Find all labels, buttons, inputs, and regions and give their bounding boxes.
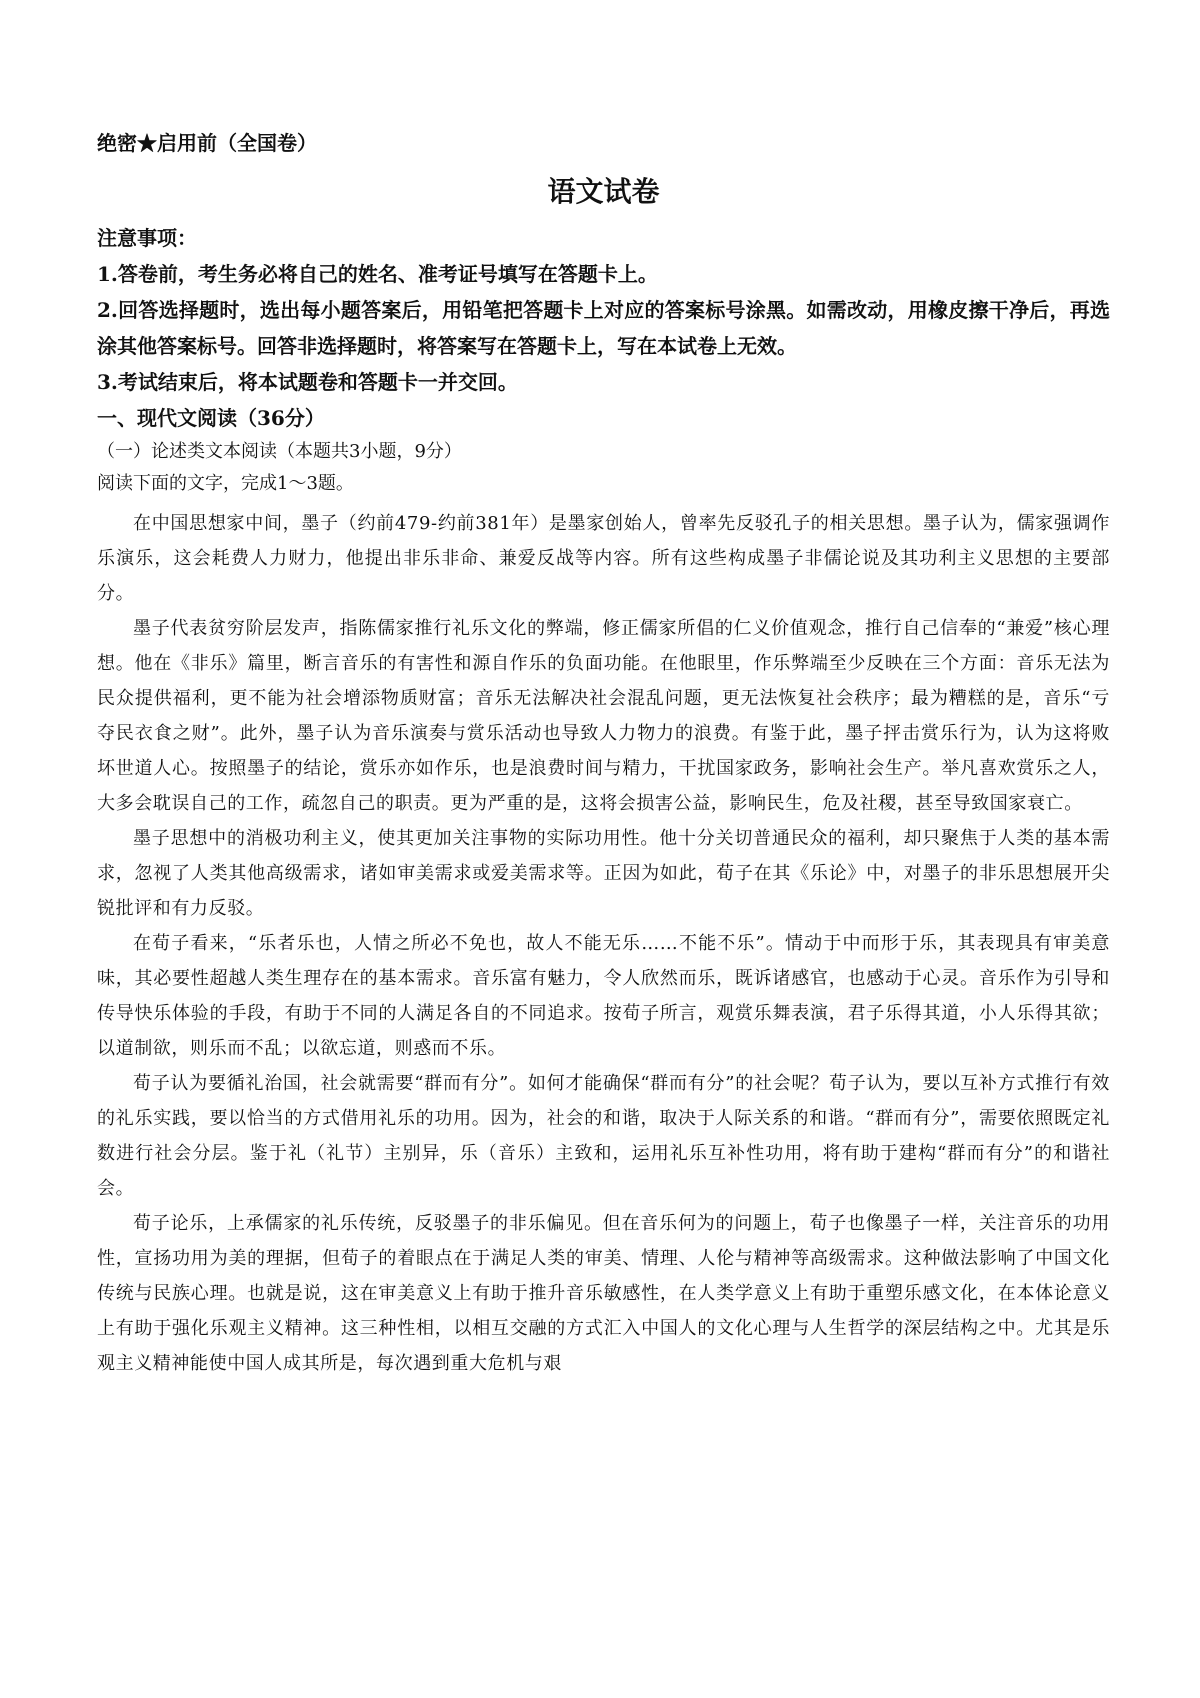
section-subheading: （一）论述类文本阅读（本题共3小题，9分） <box>97 441 462 462</box>
passage-paragraph-1: 在中国思想家中间，墨子（约前479-约前381年）是墨家创始人，曾率先反驳孔子的相关思想。墨子认为，儒家强调作乐演乐，这会耗费人力财力，他提出非乐非命、兼爱反战等内容。所有这些构成墨子非儒论说及其功利主义思想的主要部分。 <box>97 513 1110 604</box>
passage-paragraph-6: 荀子论乐，上承儒家的礼乐传统，反驳墨子的非乐偏见。但在音乐何为的问题上，荀子也像墨子一样，关注音乐的功用性，宣扬功用为美的理据，但荀子的着眼点在于满足人类的审美、情理、人伦与精神等高级需求。这种做法影响了中国文化传统与民族心理。也就是说，这在审美意义上有助于推升音乐敏感性，在人类学意义上有助于重塑乐感文化，在本体论意义上有助于强化乐观主义精神。这三种性相，以相互交融的方式汇入中国人的文化心理与人生哲学的深层结构之中。尤其是乐观主义精神能使中国人成其所是，每次遇到重大危机与艰 <box>97 1213 1110 1374</box>
notes-heading: 注意事项： <box>97 226 197 250</box>
passage-paragraph-5: 荀子认为要循礼治国，社会就需要“群而有分”。如何才能确保“群而有分”的社会呢？荀子认为，要以互补方式推行有效的礼乐实践，要以恰当的方式借用礼乐的功用。因为，社会的和谐，取决于人际关系的和谐。“群而有分”，需要依照既定礼数进行社会分层。鉴于礼（礼节）主别异，乐（音乐）主致和，运用礼乐互补性功用，将有助于建构“群而有分”的和谐社会。 <box>97 1073 1110 1199</box>
passage-paragraph-4: 在荀子看来，“乐者乐也，人情之所必不免也，故人不能无乐……不能不乐”。情动于中而形于乐，其表现具有审美意味，其必要性超越人类生理存在的基本需求。音乐富有魅力，令人欣然而乐，既诉诸感官，也感动于心灵。音乐作为引导和传导快乐体验的手段，有助于不同的人满足各自的不同追求。按荀子所言，观赏乐舞表演，君子乐得其道，小人乐得其欲；以道制欲，则乐而不乱；以欲忘道，则惑而不乐。 <box>97 933 1110 1059</box>
passage-paragraph-2: 墨子代表贫穷阶层发声，指陈儒家推行礼乐文化的弊端，修正儒家所倡的仁义价值观念，推行自己信奉的“兼爱”核心理想。他在《非乐》篇里，断言音乐的有害性和源自作乐的负面功能。在他眼里，作乐弊端至少反映在三个方面：音乐无法为民众提供福利，更不能为社会增添物质财富；音乐无法解决社会混乱问题，更无法恢复社会秩序；最为糟糕的是，音乐“亏夺民衣食之财”。此外，墨子认为音乐演奏与赏乐活动也导致人力物力的浪费。有鉴于此，墨子抨击赏乐行为，认为这将败坏世道人心。按照墨子的结论，赏乐亦如作乐，也是浪费时间与精力，干扰国家政务，影响社会生产。举凡喜欢赏乐之人，大多会耽误自己的工作，疏忽自己的职责。更为严重的是，这将会损害公益，影响民生，危及社稷，甚至导致国家衰亡。 <box>97 618 1110 814</box>
note-item-1: 1.答卷前，考生务必将自己的姓名、准考证号填写在答题卡上。 <box>97 262 658 286</box>
section-instruction: 阅读下面的文字，完成1～3题。 <box>97 473 354 494</box>
exam-title: 语文试卷 <box>547 175 660 208</box>
confidential-label: 绝密★启用前（全国卷） <box>97 131 317 155</box>
reading-section <box>97 400 1110 1381</box>
note-item-2: 2.回答选择题时，选出每小题答案后，用铅笔把答题卡上对应的答案标号涂黑。如需改动，用橡皮擦干净后，再选涂其他答案标号。回答非选择题时，将答案写在答题卡上，写在本试卷上无效。 <box>97 298 1110 358</box>
note-item-3: 3.考试结束后，将本试题卷和答题卡一并交回。 <box>97 370 518 394</box>
notes-block <box>97 220 1110 400</box>
passage-paragraph-3: 墨子思想中的消极功利主义，使其更加关注事物的实际功用性。他十分关切普通民众的福利，却只聚焦于人类的基本需求，忽视了人类其他高级需求，诸如审美需求或爱美需求等。正因为如此，荀子在其《乐论》中，对墨子的非乐思想展开尖锐批评和有力反驳。 <box>97 828 1110 919</box>
section-heading: 一、现代文阅读（36分） <box>97 406 325 430</box>
